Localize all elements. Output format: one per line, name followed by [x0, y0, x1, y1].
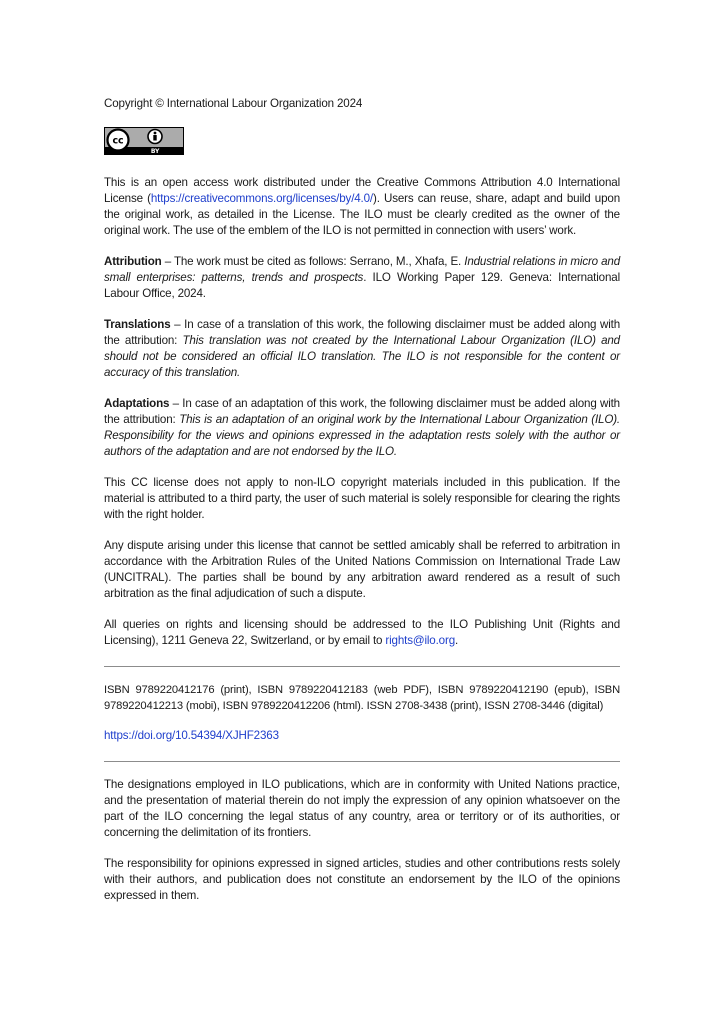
divider-top: [104, 666, 620, 667]
attribution-paragraph: Attribution – The work must be cited as follows: Serrano, M., Xhafa, E. Industrial relations in micro and small enterprises: patterns, trends and prospects. ILO Working Paper 129. Geneva: International Labour Office, 2024.: [104, 255, 620, 300]
publication-title: Industrial relations in micro and small enterprises: patterns, trends and prospects: [104, 255, 620, 284]
translation-disclaimer: This translation was not created by the International Labour Organization (ILO) and should not be considered an official ILO translation. The ILO is not responsible for the content or accuracy of this translation.: [104, 334, 620, 379]
responsibility-paragraph: The responsibility for opinions expressed in signed articles, studies and other contributions rests solely with their authors, and publication does not constitute an endorsement by the ILO of the opinions expressed in them.: [104, 857, 620, 902]
divider-bottom: [104, 761, 620, 762]
license-url-link[interactable]: https://creativecommons.org/licenses/by/4.0/: [150, 192, 373, 205]
third-party-paragraph: This CC license does not apply to non-ILO copyright materials included in this publication. If the material is attributed to a third party, the user of such material is solely responsible for clearing the rights with the right holder.: [104, 476, 620, 521]
designations-paragraph: The designations employed in ILO publications, which are in conformity with United Nations practice, and the presentation of material therein do not imply the expression of any opinion whatsoever on the part of the ILO concerning the legal status of any country, area or territory or of its authorities, or concerning the delimitation of its frontiers.: [104, 778, 620, 839]
copyright-page-content: [104, 96, 620, 904]
attribution-heading: Attribution: [104, 255, 162, 268]
copyright-line: Copyright © International Labour Organization 2024: [104, 97, 363, 110]
by-label: BY: [150, 148, 160, 155]
cc-by-license-badge: [104, 127, 184, 155]
isbn-paragraph: ISBN 9789220412176 (print), ISBN 9789220412183 (web PDF), ISBN 9789220412190 (epub), ISBN 9789220412213 (mobi), ISBN 9789220412206 (html). ISSN 2708-3438 (print), ISSN 2708-3446 (digital): [104, 684, 620, 712]
queries-paragraph: All queries on rights and licensing should be addressed to the ILO Publishing Unit (Rights and Licensing), 1211 Geneva 22, Switzerland, or by email to rights@ilo.org.: [104, 618, 620, 647]
attribution-person-icon: [148, 130, 162, 144]
license-paragraph: This is an open access work distributed under the Creative Commons Attribution 4.0 International License (https://creativecommons.org/licenses/by/4.0/). Users can reuse, share, adapt and build upon the original work, as detailed in the License. The ILO must be clearly credited as the owner of the original work. The use of the emblem of the ILO is not permitted in connection with users’ work.: [104, 176, 620, 237]
adaptations-heading: Adaptations: [104, 397, 170, 410]
doi-link[interactable]: https://doi.org/10.54394/XJHF2363: [104, 729, 279, 742]
doi-paragraph: [104, 728, 620, 744]
translations-paragraph: Translations – In case of a translation of this work, the following disclaimer must be added along with the attribution: This translation was not created by the International Labour Organization (ILO) and should not be considered an official ILO translation. The ILO is not responsible for the content or accuracy of this translation.: [104, 318, 620, 379]
svg-text:cc: cc: [112, 135, 124, 147]
dispute-paragraph: Any dispute arising under this license that cannot be settled amicably shall be referred to arbitration in accordance with the Arbitration Rules of the United Nations Commission on International Trade Law (UNCITRAL). The parties shall be bound by any arbitration award rendered as a result of such arbitration as the final adjudication of such a dispute.: [104, 539, 620, 600]
rights-email-link[interactable]: rights@ilo.org: [385, 634, 455, 647]
adaptations-paragraph: Adaptations – In case of an adaptation of this work, the following disclaimer must be added along with the attribution: This is an adaptation of an original work by the International Labour Organization (ILO). Responsibility for the views and opinions expressed in the adaptation rests solely with the author or authors of the adaptation and are not endorsed by the ILO.: [104, 397, 620, 458]
adaptation-disclaimer: This is an adaptation of an original work by the International Labour Organization (ILO). Responsibility for the views and opinions expressed in the adaptation rests solely with the author or authors of the adaptation and are not endorsed by the ILO.: [104, 413, 620, 458]
translations-heading: Translations: [104, 318, 171, 331]
cc-icon: [108, 130, 129, 151]
